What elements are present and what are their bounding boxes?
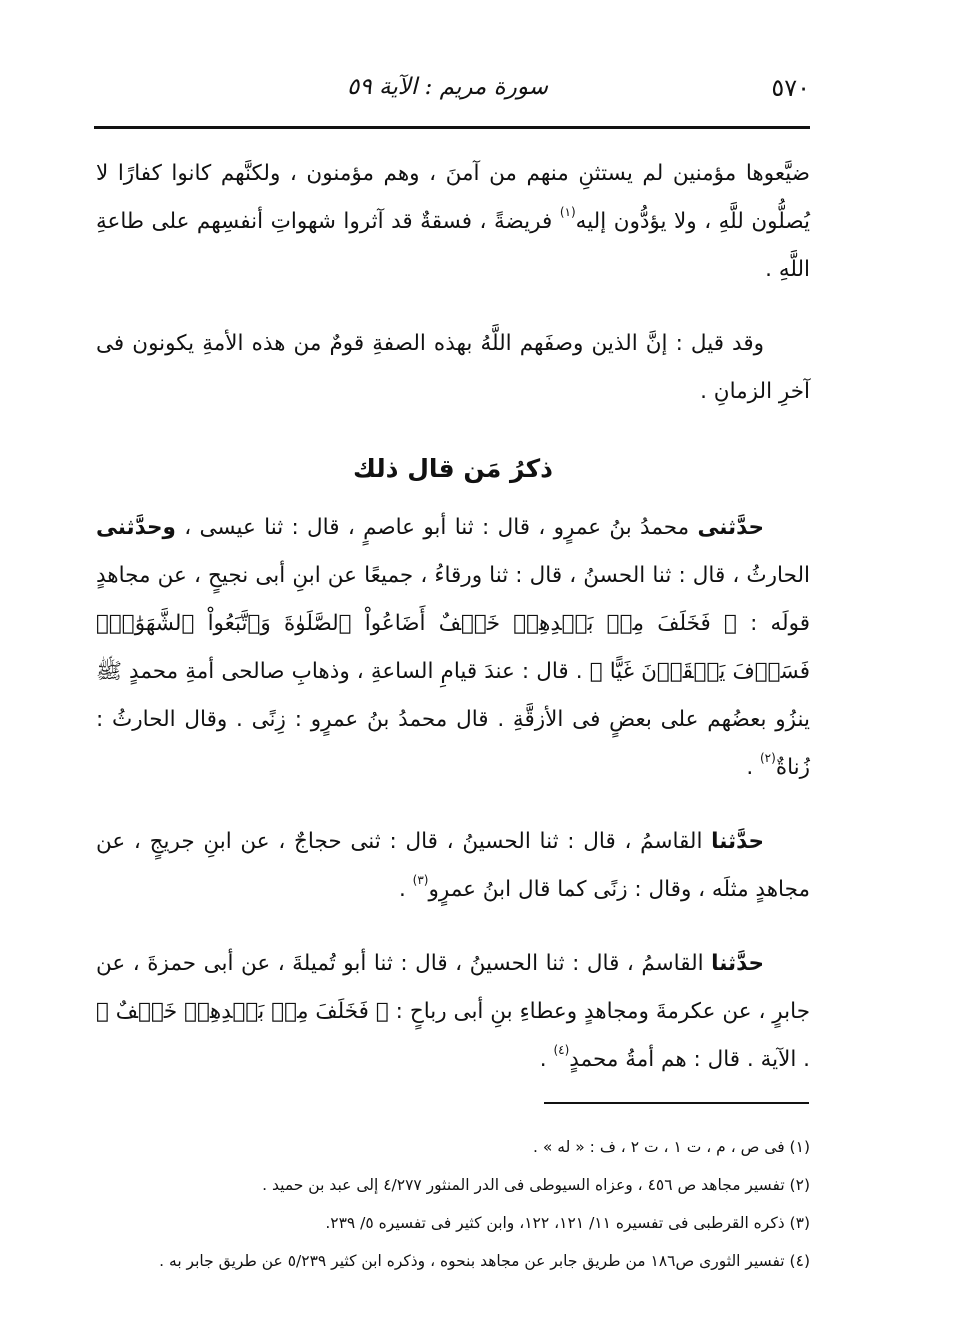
narration-lead-4: حدَّثنا	[711, 951, 764, 976]
paragraph-1-text-b: فريضةً ، فسقةٌ قد آثروا شهواتِ أنفسِهم على طاعةِ اللَّهِ .	[96, 209, 810, 282]
paragraph-1-text-a: ضيَّعوها مؤمنين لم يستثنِ منهم من آمنَ ، وهم مؤمنون ، ولكنَّهم كانوا كفارًا لا يُصلُّون للَّهِ ، ولا يؤدُّون إليه	[96, 161, 810, 234]
paragraph-2: وقد قيل : إنَّ الذين وصفَهم اللَّهُ بهذه الصفةِ قومٌ من هذه الأمةِ يكونون فى آخرِ الزمانِ .	[96, 331, 810, 404]
paragraph-3	[96, 504, 810, 792]
paragraph-3-text-c: . قال : عندَ قيامِ الساعةِ ، وذهابِ صالحى أمةِ محمدٍ ﷺ ينزُو بعضُهم على بعضٍ فى الأزقَّةِ . قال محمدُ بنُ عمرٍو : زِنًى . وقال الحارثُ : زُناةٌ	[96, 659, 810, 780]
paragraph-3-text-a: محمدُ بنُ عمرٍو ، قال : ثنا أبو عاصمٍ ، قال : ثنا عيسى ،	[175, 515, 698, 540]
footnote-marker-2: (٢)	[759, 751, 776, 765]
paragraph-5-text-a: القاسمُ ، قال : ثنا الحسينُ ، قال : ثنا أبو تُميلةَ ، عن أبى حمزةَ ، عن جابرٍ ، عن عكرمةَ ومجاهدٍ وعطاءِ بنِ أبى رباحٍ :	[96, 951, 810, 1024]
paragraph-3-text-b: الحارثُ ، قال : ثنا الحسنُ ، قال : ثنا ورقاءُ ، جميعًا عن ابنِ أبى نجيحٍ ، عن مجاهدٍ قولَه :	[96, 563, 810, 636]
paragraph-4-text-b: .	[398, 877, 413, 902]
quran-verse-2: ﴿ فَخَلَفَ مِنۢ بَعۡدِهِمۡ خَلۡفٌ ﴾	[96, 999, 389, 1024]
header-rule	[94, 126, 810, 129]
footnote-2: (٢) تفسير مجاهد ص ٤٥٦ ، وعزاه السيوطى فى الدر المنثور ٤/٢٧٧ إلى عبد بن حميد .	[262, 1176, 810, 1194]
page-number: ٥٧٠	[771, 74, 810, 102]
running-head: سورة مريم : الآية ٥٩	[347, 74, 548, 100]
footnote-4: (٤) تفسير الثورى ص١٨٦ من طريق جابر عن مجاهد بنحوه ، وذكره ابن كثير ٥/٢٣٩ عن طريق جابر به .	[159, 1252, 810, 1270]
paragraph-1	[96, 150, 810, 294]
paragraph-5	[96, 940, 810, 1084]
quran-verse-1: ﴿ فَخَلَفَ مِنۢ بَعۡدِهِمۡ خَلۡفٌ أَضَاعُواْ ٱلصَّلَوٰةَ وَٱتَّبَعُواْ ٱلشَّهَوَٰتِۖ فَسَوۡفَ يَلۡقَوۡنَ غَيًّا ﴾	[96, 611, 810, 684]
footnote-marker-4: (٤)	[553, 1043, 570, 1057]
narration-lead-2: وحدَّثنى	[96, 515, 176, 540]
footnote-marker-3: (٣)	[412, 873, 429, 887]
paragraph-4-text-a: القاسمُ ، قال : ثنا الحسينُ ، قال : ثنى حجاجٌ ، عن ابنِ جريجٍ ، عن مجاهدٍ مثلَه ، وقال : زنًى كما قال ابنُ عمرٍو	[96, 829, 810, 902]
main-text	[96, 150, 810, 1110]
footnote-marker-1: (١)	[559, 205, 576, 219]
page-header	[94, 62, 810, 122]
footnote-3: (٣) ذكره القرطبى فى تفسيره ١١/ ١٢١، ١٢٢، وابن كثير فى تفسيره ٥/ ٢٣٩.	[325, 1214, 810, 1232]
paragraph-4	[96, 818, 810, 914]
paragraph-5-text-b: . الآية . قال : هم أمةُ محمدٍ	[569, 1047, 810, 1072]
narration-lead-1: حدَّثنى	[697, 515, 764, 540]
paragraph-3-text-d: .	[746, 755, 760, 780]
narration-lead-3: حدَّثنا	[711, 829, 764, 854]
paragraph-5-text-c: .	[539, 1047, 554, 1072]
section-heading: ذكرُ مَن قال ذلك	[353, 454, 553, 483]
footnote-rule	[544, 1102, 809, 1104]
footnote-1: (١) فى ص ، م ، ت ١ ، ت ٢ ، ف : « له » .	[533, 1138, 810, 1156]
footnotes	[96, 1128, 810, 1280]
